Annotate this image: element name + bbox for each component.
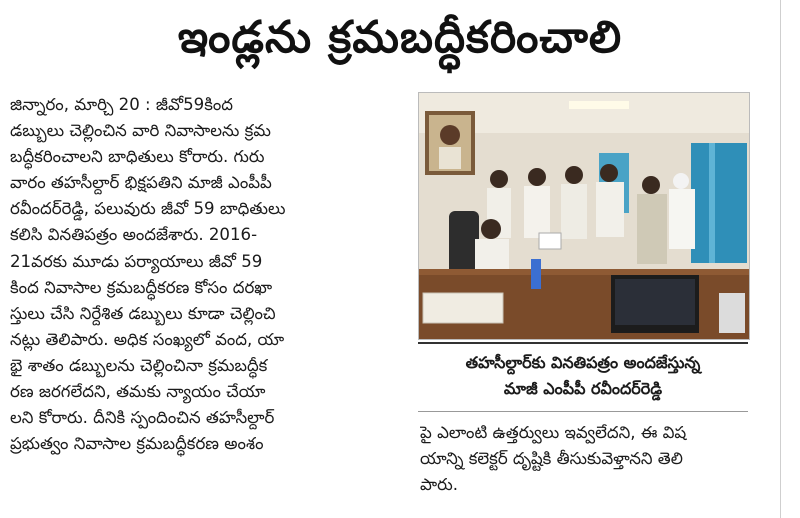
news-photo: [418, 92, 750, 340]
headline: ఇండ్లను క్రమబద్ధీకరించాలి: [177, 12, 623, 63]
body-line: 21వరకు మూడు పర్యాయాలు జీవో 59: [10, 251, 263, 271]
body-line: బద్ధీకరించాలని బాధితులు కోరారు. గురు: [10, 147, 265, 167]
body-line: ప్రభుత్వం నివాసాల క్రమబద్ధీకరణ అంశం: [10, 434, 264, 454]
photo-caption: [418, 342, 748, 412]
body-line: లని కోరారు. దీనికి స్పందించిన తహసీల్దార్: [10, 408, 275, 428]
body-line: యాన్ని కలెక్టర్ దృష్టికి తీసుకువెళ్తానని తెలి: [420, 449, 683, 469]
caption-line: తహసీల్దార్‌కు వినతిపత్రం అందజేస్తున్న: [465, 353, 701, 372]
body-line: కింద నివాసాల క్రమబద్ధీకరణ కోసం దరఖా: [10, 277, 273, 297]
body-line: రవీందర్‌రెడ్డి, పలువురు జీవో 59 బాధితులు: [10, 199, 286, 219]
body-line: డబ్బులు చెల్లించిన వారి నివాసాలను క్రమ: [10, 121, 271, 141]
body-line: పారు.: [420, 475, 458, 495]
caption-line: మాజీ ఎంపీపీ రవీందర్‌రెడ్డి: [503, 379, 663, 398]
body-line: జిన్నారం, మార్చి 20 : జీవో59కింద: [10, 95, 233, 114]
body-line: పై ఎలాంటి ఉత్తర్వులు ఇవ్వలేదని, ఈ విష: [420, 423, 687, 442]
body-line: రణ జరగలేదని, తమకు న్యాయం చేయా: [10, 382, 266, 402]
article-body-left: [10, 92, 405, 457]
body-line: స్తులు చేసి నిర్దేశిత డబ్బులు కూడా చెల్లించి: [10, 303, 276, 323]
body-line: కలిసి వినతిపత్రం అందజేశారు. 2016-: [10, 225, 258, 245]
body-line: భై శాతం డబ్బులను చెల్లించినా క్రమబద్ధీక: [10, 355, 268, 375]
column-divider: [780, 0, 781, 518]
body-line: వారం తహసీల్దార్ భిక్షపతిని మాజీ ఎంపీపీ: [10, 173, 272, 193]
body-line: నట్లు తెలిపారు. అధిక సంఖ్యలో వంద, యా: [10, 329, 285, 349]
article-body-right: [420, 420, 750, 498]
